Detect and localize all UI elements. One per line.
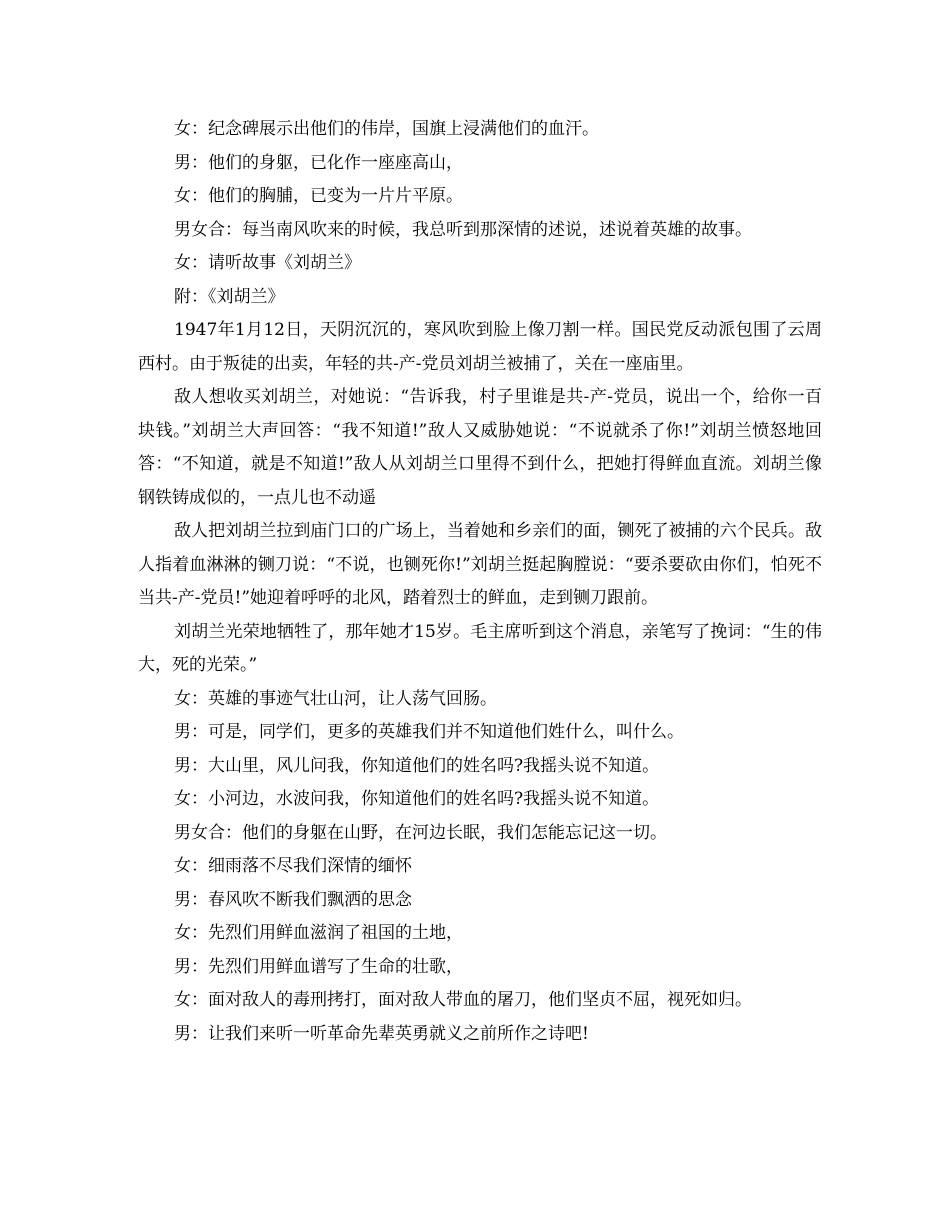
paragraph: 男：春风吹不断我们飘洒的思念 — [174, 889, 412, 910]
paragraph: 女：英雄的事迹气壮山河，让人荡气回肠。 — [174, 688, 497, 709]
paragraph: 敌人想收买刘胡兰，对她说：“告诉我，村子里谁是共-产-党员，说出一个，给你一百块钱。”刘胡兰大声回答：“我不知道!”敌人又威胁她说：“不说就杀了你!”刘胡兰愤怒地回答：“不知道，就是不知道!”敌人从刘胡兰口里得不到什么，把她打得鲜血直流。刘胡兰像钢铁铸成似的，一点儿也不动遥 — [138, 387, 822, 508]
paragraph: 女：小河边，水波问我，你知道他们的姓名吗?我摇头说不知道。 — [174, 789, 660, 809]
paragraph: 男：先烈们用鲜血谱写了生命的壮歌， — [174, 956, 463, 977]
paragraph: 女：他们的胸脯，已变为一片片平原。 — [174, 186, 463, 206]
paragraph: 男：让我们来听一听革命先辈英勇就义之前所作之诗吧! — [174, 1023, 589, 1044]
paragraph: 男女合：每当南风吹来的时候，我总听到那深情的述说，述说着英雄的故事。 — [174, 219, 752, 240]
paragraph: 男：他们的身躯，已化作一座座高山， — [174, 152, 463, 173]
section-heading: 附：《刘胡兰》 — [174, 286, 285, 307]
paragraph: 1947年1月12日，天阴沉沉的，寒风吹到脸上像刀割一样。国民党反动派包围了云周西村。由于叛徒的出卖，年轻的共-产-党员刘胡兰被捕了，关在一座庙里。 — [138, 320, 822, 374]
document-body — [138, 113, 822, 1051]
paragraph: 男女合：他们的身躯在山野，在河边长眠，我们怎能忘记这一切。 — [174, 822, 667, 843]
paragraph: 女：面对敌人的毒刑拷打，面对敌人带血的屠刀，他们坚贞不屈，视死如归。 — [174, 990, 752, 1010]
paragraph: 女：先烈们用鲜血滋润了祖国的土地， — [174, 923, 463, 943]
paragraph: 刘胡兰光荣地牺牲了，那年她才15岁。毛主席听到这个消息，亲笔写了挽词：“生的伟大，死的光荣。” — [138, 621, 822, 675]
paragraph: 敌人把刘胡兰拉到庙门口的广场上，当着她和乡亲们的面，铡死了被捕的六个民兵。敌人指着血淋淋的铡刀说：“不说，也铡死你!”刘胡兰挺起胸膛说：“要杀要砍由你们，怕死不当共-产-党员!”她迎着呼呼的北风，踏着烈士的鲜血，走到铡刀跟前。 — [138, 521, 822, 608]
paragraph: 男：大山里，风儿问我，你知道他们的姓名吗?我摇头说不知道。 — [174, 755, 660, 776]
paragraph: 男：可是，同学们，更多的英雄我们并不知道他们姓什么，叫什么。 — [174, 722, 684, 742]
paragraph: 女：请听故事《刘胡兰》 — [174, 253, 361, 273]
paragraph: 女：纪念碑展示出他们的伟岸，国旗上浸满他们的血汗。 — [174, 119, 599, 139]
paragraph: 女：细雨落不尽我们深情的缅怀 — [174, 856, 412, 876]
